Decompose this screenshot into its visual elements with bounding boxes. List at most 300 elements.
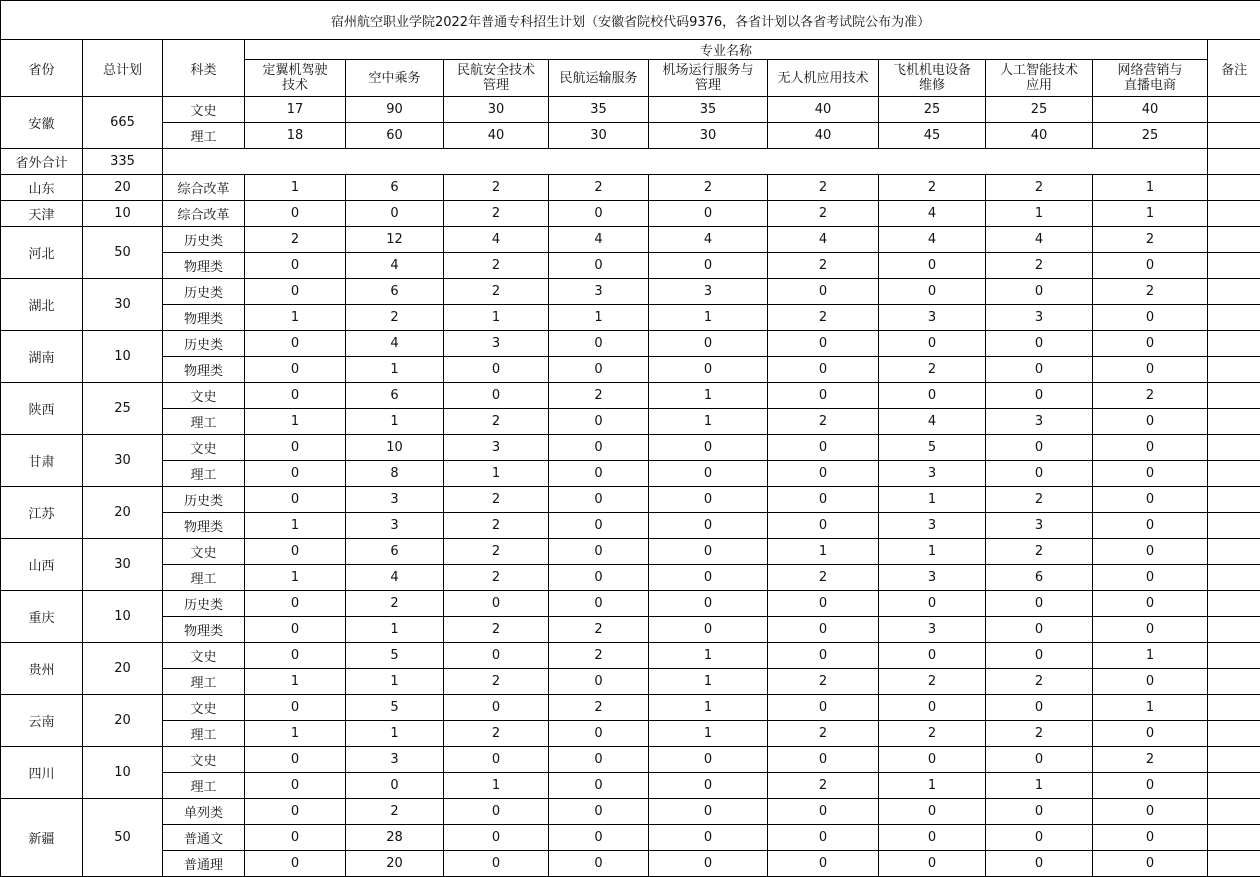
value-cell: 2 [444,565,549,591]
province-cell: 安徽 [1,97,83,149]
value-cell: 0 [245,617,346,643]
major-header-8 [986,60,1093,97]
value-cell: 0 [879,747,986,773]
value-cell: 0 [768,461,879,487]
value-cell: 1 [346,357,444,383]
value-cell: 2 [986,487,1093,513]
value-cell: 0 [245,747,346,773]
value-cell: 0 [444,643,549,669]
value-cell: 0 [879,331,986,357]
value-cell: 0 [986,461,1093,487]
value-cell: 0 [986,747,1093,773]
remark-cell [1208,409,1260,435]
total-cell: 50 [83,799,163,877]
major-header-5 [649,60,768,97]
value-cell: 2 [768,721,879,747]
major-name-line2: 直播电商 [1123,78,1176,93]
value-cell: 0 [768,435,879,461]
province-cell: 湖南 [1,331,83,383]
total-cell: 10 [83,331,163,383]
value-cell: 0 [245,383,346,409]
major-header-9 [1093,60,1208,97]
value-cell: 0 [549,461,649,487]
outside-total-row [1,149,1260,175]
value-cell: 0 [768,357,879,383]
value-cell: 2 [444,175,549,201]
value-cell: 1 [649,695,768,721]
outside-total-value: 335 [83,149,163,175]
value-cell: 2 [649,175,768,201]
value-cell: 1 [879,773,986,799]
remark-cell [1208,175,1260,201]
table-row [1,331,1260,357]
remark-cell [1208,201,1260,227]
value-cell: 4 [346,565,444,591]
value-cell: 0 [649,461,768,487]
province-cell: 甘肃 [1,435,83,487]
value-cell: 40 [768,97,879,123]
value-cell: 3 [346,487,444,513]
remark-cell [1208,643,1260,669]
table-row [1,409,1260,435]
value-cell: 0 [1093,591,1208,617]
remark-cell [1208,97,1260,123]
remark-cell [1208,851,1260,877]
header-category: 科类 [163,40,245,97]
value-cell: 0 [768,825,879,851]
value-cell: 0 [986,825,1093,851]
table-row [1,851,1260,877]
value-cell: 0 [649,773,768,799]
category-cell: 文史 [163,643,245,669]
value-cell: 0 [1093,357,1208,383]
province-cell: 陕西 [1,383,83,435]
major-name-line1: 机场运行服务与 [662,63,754,78]
category-cell: 综合改革 [163,201,245,227]
value-cell: 2 [444,279,549,305]
value-cell: 1 [245,409,346,435]
table-row [1,279,1260,305]
value-cell: 0 [768,851,879,877]
total-cell: 50 [83,227,163,279]
value-cell: 2 [444,487,549,513]
category-cell: 理工 [163,409,245,435]
value-cell: 1 [879,487,986,513]
table-row [1,695,1260,721]
major-name-line2: 技术 [281,78,308,93]
value-cell: 0 [1093,617,1208,643]
value-cell: 0 [986,357,1093,383]
total-cell: 30 [83,435,163,487]
value-cell: 3 [346,747,444,773]
table-row [1,435,1260,461]
value-cell: 0 [768,695,879,721]
value-cell: 0 [245,279,346,305]
value-cell: 3 [346,513,444,539]
total-cell: 20 [83,175,163,201]
remark-cell [1208,669,1260,695]
value-cell: 0 [549,747,649,773]
value-cell: 0 [549,409,649,435]
value-cell: 0 [649,201,768,227]
value-cell: 0 [1093,565,1208,591]
value-cell: 0 [245,357,346,383]
value-cell: 0 [986,695,1093,721]
remark-cell [1208,617,1260,643]
major-name-line1: 无人机应用技术 [777,70,869,86]
value-cell: 0 [649,253,768,279]
value-cell: 0 [1093,487,1208,513]
value-cell: 45 [879,123,986,149]
remark-cell [1208,695,1260,721]
value-cell: 1 [768,539,879,565]
value-cell: 30 [649,123,768,149]
major-header-1 [245,60,346,97]
remark-cell [1208,799,1260,825]
value-cell: 0 [768,643,879,669]
value-cell: 0 [986,383,1093,409]
page-title: 宿州航空职业学院2022年普通专科招生计划（安徽省院校代码9376，各省计划以各省考试院公布为准） [1,1,1260,40]
value-cell: 0 [879,279,986,305]
value-cell: 2 [768,175,879,201]
province-cell: 山东 [1,175,83,201]
category-cell: 文史 [163,383,245,409]
value-cell: 0 [1093,331,1208,357]
header-major-group: 专业名称 [245,40,1208,60]
value-cell: 1 [649,383,768,409]
remark-cell [1208,591,1260,617]
category-cell: 理工 [163,565,245,591]
category-cell: 文史 [163,539,245,565]
value-cell: 0 [986,435,1093,461]
value-cell: 0 [986,851,1093,877]
value-cell: 1 [245,565,346,591]
value-cell: 2 [986,539,1093,565]
category-cell: 历史类 [163,227,245,253]
total-cell: 10 [83,747,163,799]
value-cell: 2 [768,305,879,331]
value-cell: 0 [649,331,768,357]
value-cell: 2 [986,669,1093,695]
value-cell: 0 [1093,435,1208,461]
value-cell: 0 [549,669,649,695]
value-cell: 1 [986,773,1093,799]
remark-cell [1208,305,1260,331]
remark-cell [1208,539,1260,565]
category-cell: 理工 [163,461,245,487]
value-cell: 6 [346,175,444,201]
value-cell: 17 [245,97,346,123]
value-cell: 3 [444,435,549,461]
total-cell: 10 [83,591,163,643]
major-name-line1: 人工智能技术 [999,63,1078,78]
table-row [1,253,1260,279]
category-cell: 物理类 [163,305,245,331]
value-cell: 0 [1093,669,1208,695]
value-cell: 0 [245,461,346,487]
value-cell: 2 [879,175,986,201]
header-province: 省份 [1,40,83,97]
value-cell: 4 [346,331,444,357]
major-name-line1: 民航运输服务 [559,70,638,86]
category-cell: 物理类 [163,253,245,279]
value-cell: 4 [879,227,986,253]
total-cell: 20 [83,643,163,695]
value-cell: 25 [1093,123,1208,149]
value-cell: 4 [879,409,986,435]
value-cell: 4 [346,253,444,279]
value-cell: 2 [549,383,649,409]
value-cell: 1 [649,409,768,435]
table-row [1,227,1260,253]
table-row [1,305,1260,331]
remark-cell [1208,331,1260,357]
category-cell: 历史类 [163,279,245,305]
value-cell: 2 [346,305,444,331]
value-cell: 0 [649,565,768,591]
header-total: 总计划 [83,40,163,97]
value-cell: 5 [346,695,444,721]
value-cell: 0 [649,357,768,383]
value-cell: 40 [444,123,549,149]
value-cell: 4 [879,201,986,227]
category-cell: 理工 [163,123,245,149]
total-cell: 25 [83,383,163,435]
value-cell: 2 [768,409,879,435]
table-row [1,721,1260,747]
total-cell: 20 [83,695,163,747]
value-cell: 2 [549,695,649,721]
value-cell: 0 [1093,461,1208,487]
value-cell: 2 [986,253,1093,279]
value-cell: 35 [649,97,768,123]
value-cell: 0 [1093,305,1208,331]
value-cell: 0 [768,331,879,357]
value-cell: 2 [549,617,649,643]
category-cell: 物理类 [163,617,245,643]
value-cell: 1 [1093,201,1208,227]
value-cell: 0 [549,331,649,357]
value-cell: 2 [245,227,346,253]
value-cell: 0 [346,201,444,227]
total-cell: 20 [83,487,163,539]
value-cell: 0 [879,851,986,877]
value-cell: 0 [1093,851,1208,877]
value-cell: 0 [245,487,346,513]
table-row [1,565,1260,591]
value-cell: 3 [879,565,986,591]
value-cell: 0 [549,487,649,513]
table-row [1,773,1260,799]
value-cell: 0 [879,643,986,669]
province-cell: 天津 [1,201,83,227]
table-row [1,747,1260,773]
value-cell: 1 [649,721,768,747]
value-cell: 0 [549,825,649,851]
value-cell: 4 [649,227,768,253]
category-cell: 文史 [163,97,245,123]
major-header-4 [549,60,649,97]
value-cell: 0 [649,851,768,877]
value-cell: 0 [1093,721,1208,747]
category-cell: 物理类 [163,513,245,539]
value-cell: 4 [444,227,549,253]
value-cell: 0 [245,773,346,799]
major-name-line1: 飞机机电设备 [892,63,971,78]
value-cell: 8 [346,461,444,487]
table-row [1,643,1260,669]
category-cell: 普通文 [163,825,245,851]
value-cell: 1 [649,643,768,669]
value-cell: 0 [444,591,549,617]
category-cell: 历史类 [163,591,245,617]
remark-cell [1208,357,1260,383]
table-row [1,383,1260,409]
table-row [1,669,1260,695]
value-cell: 1 [444,305,549,331]
total-cell: 30 [83,539,163,591]
value-cell: 25 [879,97,986,123]
remark-cell [1208,253,1260,279]
value-cell: 1 [1093,643,1208,669]
value-cell: 1 [346,721,444,747]
value-cell: 1 [346,669,444,695]
remark-cell [1208,383,1260,409]
value-cell: 1 [1093,695,1208,721]
value-cell: 3 [879,461,986,487]
value-cell: 0 [649,825,768,851]
value-cell: 2 [768,669,879,695]
value-cell: 40 [768,123,879,149]
province-cell: 江苏 [1,487,83,539]
value-cell: 3 [879,617,986,643]
remark-cell [1208,279,1260,305]
value-cell: 1 [444,773,549,799]
value-cell: 3 [879,513,986,539]
outside-total-blank [163,149,1208,175]
value-cell: 0 [1093,409,1208,435]
value-cell: 0 [549,539,649,565]
value-cell: 60 [346,123,444,149]
value-cell: 10 [346,435,444,461]
value-cell: 2 [549,643,649,669]
value-cell: 1 [346,617,444,643]
value-cell: 2 [768,565,879,591]
value-cell: 40 [986,123,1093,149]
province-cell: 新疆 [1,799,83,877]
value-cell: 0 [986,279,1093,305]
category-cell: 理工 [163,721,245,747]
province-cell: 贵州 [1,643,83,695]
major-header-7 [879,60,986,97]
value-cell: 0 [768,799,879,825]
value-cell: 0 [768,747,879,773]
value-cell: 2 [879,357,986,383]
value-cell: 1 [649,305,768,331]
total-cell: 665 [83,97,163,149]
value-cell: 4 [768,227,879,253]
value-cell: 30 [549,123,649,149]
value-cell: 2 [768,773,879,799]
category-cell: 理工 [163,773,245,799]
value-cell: 0 [245,539,346,565]
remark-cell [1208,227,1260,253]
value-cell: 0 [549,513,649,539]
outside-total-label: 省外合计 [1,149,83,175]
major-header-6 [768,60,879,97]
table-row [1,591,1260,617]
value-cell: 0 [1093,773,1208,799]
value-cell: 0 [649,747,768,773]
table-row [1,513,1260,539]
value-cell: 1 [245,305,346,331]
category-cell: 历史类 [163,331,245,357]
value-cell: 0 [649,513,768,539]
category-cell: 历史类 [163,487,245,513]
value-cell: 1 [649,669,768,695]
table-row [1,799,1260,825]
value-cell: 0 [649,591,768,617]
value-cell: 2 [1093,279,1208,305]
value-cell: 0 [879,695,986,721]
value-cell: 2 [986,175,1093,201]
major-header-2 [346,60,444,97]
value-cell: 25 [986,97,1093,123]
value-cell: 0 [549,201,649,227]
remark-cell [1208,773,1260,799]
value-cell: 0 [649,799,768,825]
value-cell: 0 [245,695,346,721]
value-cell: 1 [549,305,649,331]
value-cell: 1 [245,513,346,539]
major-name-line1: 网络营销与 [1117,63,1183,78]
value-cell: 0 [768,487,879,513]
value-cell: 0 [649,435,768,461]
category-cell: 文史 [163,435,245,461]
value-cell: 0 [245,591,346,617]
value-cell: 5 [879,435,986,461]
value-cell: 0 [768,279,879,305]
value-cell: 6 [346,539,444,565]
value-cell: 0 [879,799,986,825]
table-row [1,201,1260,227]
value-cell: 0 [768,383,879,409]
value-cell: 2 [768,201,879,227]
value-cell: 0 [1093,513,1208,539]
province-cell: 河北 [1,227,83,279]
value-cell: 3 [986,513,1093,539]
value-cell: 2 [444,669,549,695]
major-name-line1: 定翼机驾驶 [262,63,328,78]
table-row [1,487,1260,513]
value-cell: 0 [549,435,649,461]
value-cell: 0 [245,331,346,357]
value-cell: 2 [1093,383,1208,409]
value-cell: 0 [986,799,1093,825]
total-cell: 10 [83,201,163,227]
value-cell: 0 [549,721,649,747]
remark-cell [1208,461,1260,487]
value-cell: 0 [549,565,649,591]
value-cell: 0 [879,825,986,851]
value-cell: 0 [649,487,768,513]
category-cell: 文史 [163,695,245,721]
value-cell: 0 [768,617,879,643]
value-cell: 35 [549,97,649,123]
province-cell: 四川 [1,747,83,799]
value-cell: 2 [1093,227,1208,253]
major-name-line1: 民航安全技术 [456,63,535,78]
